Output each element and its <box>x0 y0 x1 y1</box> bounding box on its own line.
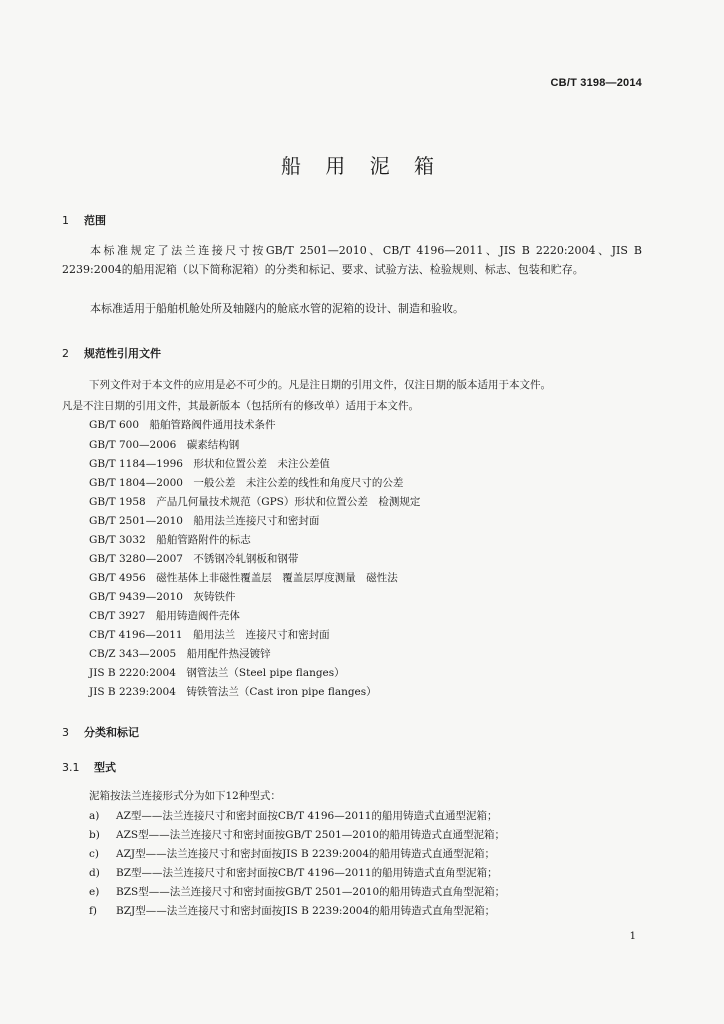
page-number: 1 <box>629 931 636 942</box>
reference-item: GB/T 1804—2000 一般公差 未注公差的线性和角度尺寸的公差 <box>89 477 404 489</box>
list-text: AZJ型——法兰连接尺寸和密封面按JIS B 2239:2004的船用铸造式直通型泥箱； <box>116 848 496 860</box>
reference-item: JIS B 2220:2004 钢管法兰（Steel pipe flanges） <box>89 667 345 679</box>
list-text: AZ型——法兰连接尺寸和密封面按CB/T 4196—2011的船用铸造式直通型泥箱； <box>116 810 498 822</box>
reference-item: CB/T 4196—2011 船用法兰 连接尺寸和密封面 <box>89 629 330 641</box>
subsection-3-1-heading <box>62 759 116 775</box>
list-text: BZS型——法兰连接尺寸和密封面按GB/T 2501—2010的船用铸造式直角型泥箱； <box>116 886 506 898</box>
list-text: BZJ型——法兰连接尺寸和密封面按JIS B 2239:2004的船用铸造式直角型泥箱； <box>116 905 496 917</box>
reference-item: GB/T 9439—2010 灰铸铁件 <box>89 591 236 603</box>
list-item <box>89 865 498 880</box>
reference-item: GB/T 3280—2007 不锈钢冷轧钢板和钢带 <box>89 553 299 565</box>
list-text: AZS型——法兰连接尺寸和密封面按GB/T 2501—2010的船用铸造式直通型泥箱； <box>116 829 505 841</box>
standard-code: CB/T 3198—2014 <box>550 77 642 89</box>
reference-item: GB/T 1958 产品几何量技术规范（GPS）形状和位置公差 检测规定 <box>89 496 421 508</box>
type-intro: 泥箱按法兰连接形式分为如下12种型式： <box>89 790 281 802</box>
list-item <box>89 808 497 823</box>
list-text: BZ型——法兰连接尺寸和密封面按CB/T 4196—2011的船用铸造式直角型泥箱； <box>116 867 498 879</box>
section-2-heading <box>62 345 161 361</box>
list-marker: b) <box>89 829 100 841</box>
list-item <box>89 827 505 842</box>
reference-item: CB/T 3927 船用铸造阀件壳体 <box>89 610 240 622</box>
section-title: 规范性引用文件 <box>84 347 161 360</box>
reference-item: CB/Z 343—2005 船用配件热浸镀锌 <box>89 648 271 660</box>
list-marker: d) <box>89 867 100 879</box>
page-title: 船 用 泥 箱 <box>280 154 444 178</box>
list-marker: a) <box>89 810 100 822</box>
list-marker: c) <box>89 848 99 860</box>
reference-item: GB/T 3032 船舶管路附件的标志 <box>89 534 251 546</box>
section-number: 3 <box>62 726 69 739</box>
section-title: 范围 <box>84 214 106 227</box>
section-number: 2 <box>62 347 69 360</box>
scope-paragraph-2: 本标准适用于船舶机舱处所及轴隧内的舱底水管的泥箱的设计、制造和验收。 <box>90 302 464 315</box>
reference-item: GB/T 2501—2010 船用法兰连接尺寸和密封面 <box>89 515 320 527</box>
normative-intro-line-1: 下列文件对于本文件的应用是必不可少的。凡是注日期的引用文件，仅注日期的版本适用于本文件。 <box>89 379 551 391</box>
subsection-number: 3.1 <box>62 761 80 774</box>
section-number: 1 <box>62 214 69 227</box>
list-item <box>89 903 495 918</box>
scope-paragraph-1: 本标准规定了法兰连接尺寸按GB/T 2501—2010、CB/T 4196—2011、JIS B 2220:2004、JIS B 2239:2004的船用泥箱（以下简称泥箱）的分类和标记、要求、试验方法、检验规则、标志、包装和贮存。 <box>62 244 642 276</box>
reference-item: GB/T 1184—1996 形状和位置公差 未注公差值 <box>89 458 330 470</box>
section-3-heading <box>62 724 139 740</box>
list-item <box>89 846 495 861</box>
section-1-heading <box>62 212 106 228</box>
list-marker: f) <box>89 905 97 917</box>
reference-item: GB/T 600 船舶管路阀件通用技术条件 <box>89 419 276 431</box>
section-title: 分类和标记 <box>84 726 139 739</box>
list-marker: e) <box>89 886 100 898</box>
reference-item: GB/T 4956 磁性基体上非磁性覆盖层 覆盖层厚度测量 磁性法 <box>89 572 398 584</box>
reference-item: JIS B 2239:2004 铸铁管法兰（Cast iron pipe flanges） <box>89 686 377 698</box>
subsection-title: 型式 <box>94 761 116 774</box>
normative-intro-line-2: 凡是不注日期的引用文件，其最新版本（包括所有的修改单）适用于本文件。 <box>62 400 419 412</box>
reference-item: GB/T 700—2006 碳素结构钢 <box>89 439 240 451</box>
list-item <box>89 884 505 899</box>
